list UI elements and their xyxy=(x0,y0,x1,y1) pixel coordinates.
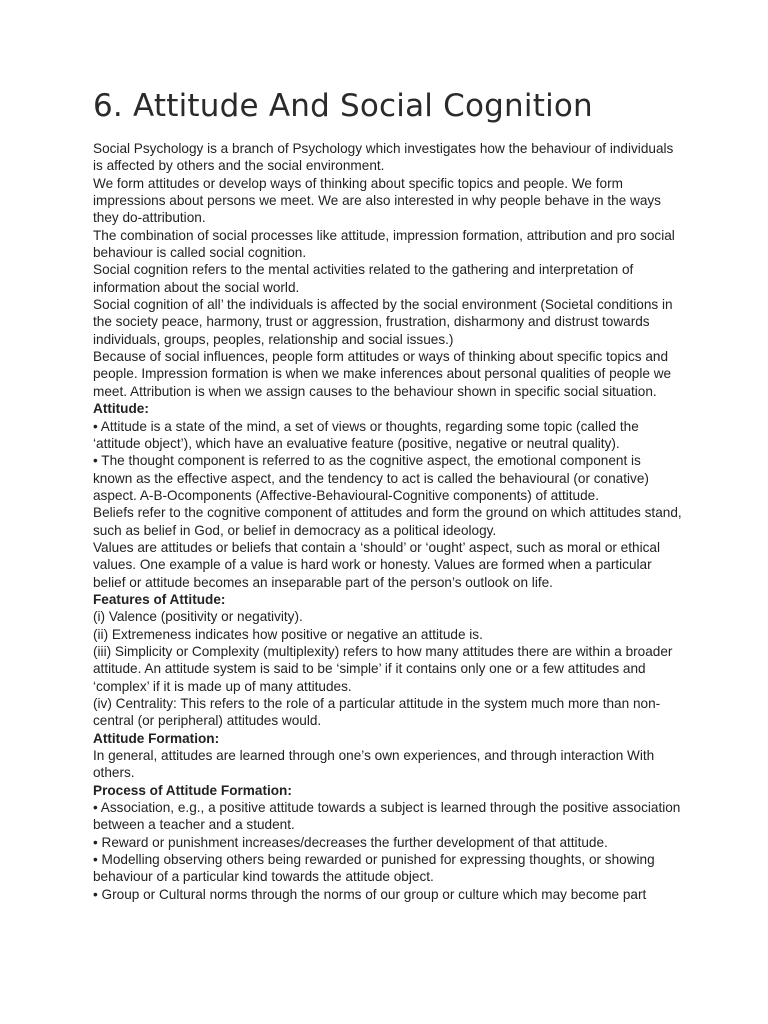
section-heading: Process of Attitude Formation: xyxy=(93,782,292,798)
section-heading: Attitude Formation: xyxy=(93,730,220,746)
document-page xyxy=(93,84,683,903)
paragraph: In general, attitudes are learned through one’s own experiences, and through interaction With others. xyxy=(93,748,655,781)
page-title: 6. Attitude And Social Cognition xyxy=(93,88,593,124)
paragraph: Social cognition refers to the mental activities related to the gathering and interpretation of information about the social world. xyxy=(93,262,634,295)
paragraph: (iii) Simplicity or Complexity (multiplexity) refers to how many attitudes there are within a broader attitude. An attitude system is said to be ‘simple’ if it contains only one or a few attitudes and ‘complex’ if it is made up of many attitudes. xyxy=(93,643,673,694)
document-body xyxy=(93,140,683,903)
paragraph: Beliefs refer to the cognitive component of attitudes and form the ground on which attitudes stand, such as belief in God, or belief in democracy as a political ideology. xyxy=(93,505,682,538)
paragraph: • Attitude is a state of the mind, a set of views or thoughts, regarding some topic (called the ‘attitude object’), which have an evaluative feature (positive, negative or neutral quality). xyxy=(93,418,639,451)
paragraph: The combination of social processes like attitude, impression formation, attribution and pro social behaviour is called social cognition. xyxy=(93,227,675,261)
paragraph: We form attitudes or develop ways of thinking about specific topics and people. We form impressions about persons we meet. We are also interested in why people behave in the ways they do-attribution. xyxy=(93,175,661,226)
paragraph: (iv) Centrality: This refers to the role of a particular attitude in the system much more than non-central (or peripheral) attitudes would. xyxy=(93,696,661,729)
paragraph: • Group or Cultural norms through the norms of our group or culture which may become part xyxy=(93,886,647,902)
paragraph: Social Psychology is a branch of Psychology which investigates how the behaviour of individuals is affected by others and the social environment. xyxy=(93,141,674,174)
paragraph: Values are attitudes or beliefs that contain a ‘should’ or ‘ought’ aspect, such as moral or ethical values. One example of a value is hard work or honesty. Values are formed when a particular belief or attitude becomes an inseparable part of the person’s outlook on life. xyxy=(93,539,660,590)
paragraph: • Association, e.g., a positive attitude towards a subject is learned through the positive association between a teacher and a student. xyxy=(93,800,681,833)
section-heading: Features of Attitude: xyxy=(93,591,226,607)
paragraph: (i) Valence (positivity or negativity). xyxy=(93,609,303,625)
paragraph: • Reward or punishment increases/decreases the further development of that attitude. xyxy=(93,834,608,850)
paragraph: Social cognition of all’ the individuals is affected by the social environment (Societal conditions in the society peace, harmony, trust or aggression, frustration, disharmony and distrust towards individuals, groups, peoples, relationship and social issues.) xyxy=(93,297,673,347)
paragraph: (ii) Extremeness indicates how positive or negative an attitude is. xyxy=(93,626,483,642)
paragraph: • Modelling observing others being rewarded or punished for expressing thoughts, or showing behaviour of a particular kind towards the attitude object. xyxy=(93,852,655,885)
paragraph: • The thought component is referred to as the cognitive aspect, the emotional component is known as the effective aspect, and the tendency to act is called the behavioural (or conative) aspect. A-B-Ocomponents (Affective-Behavioural-Cognitive components) of attitude. xyxy=(93,453,649,503)
paragraph: Because of social influences, people form attitudes or ways of thinking about specific topics and people. Impression formation is when we make inferences about personal qualities of people we meet. Attribution is when we assign causes to the behaviour shown in specific social situation. xyxy=(93,349,672,399)
section-heading: Attitude: xyxy=(93,401,149,417)
